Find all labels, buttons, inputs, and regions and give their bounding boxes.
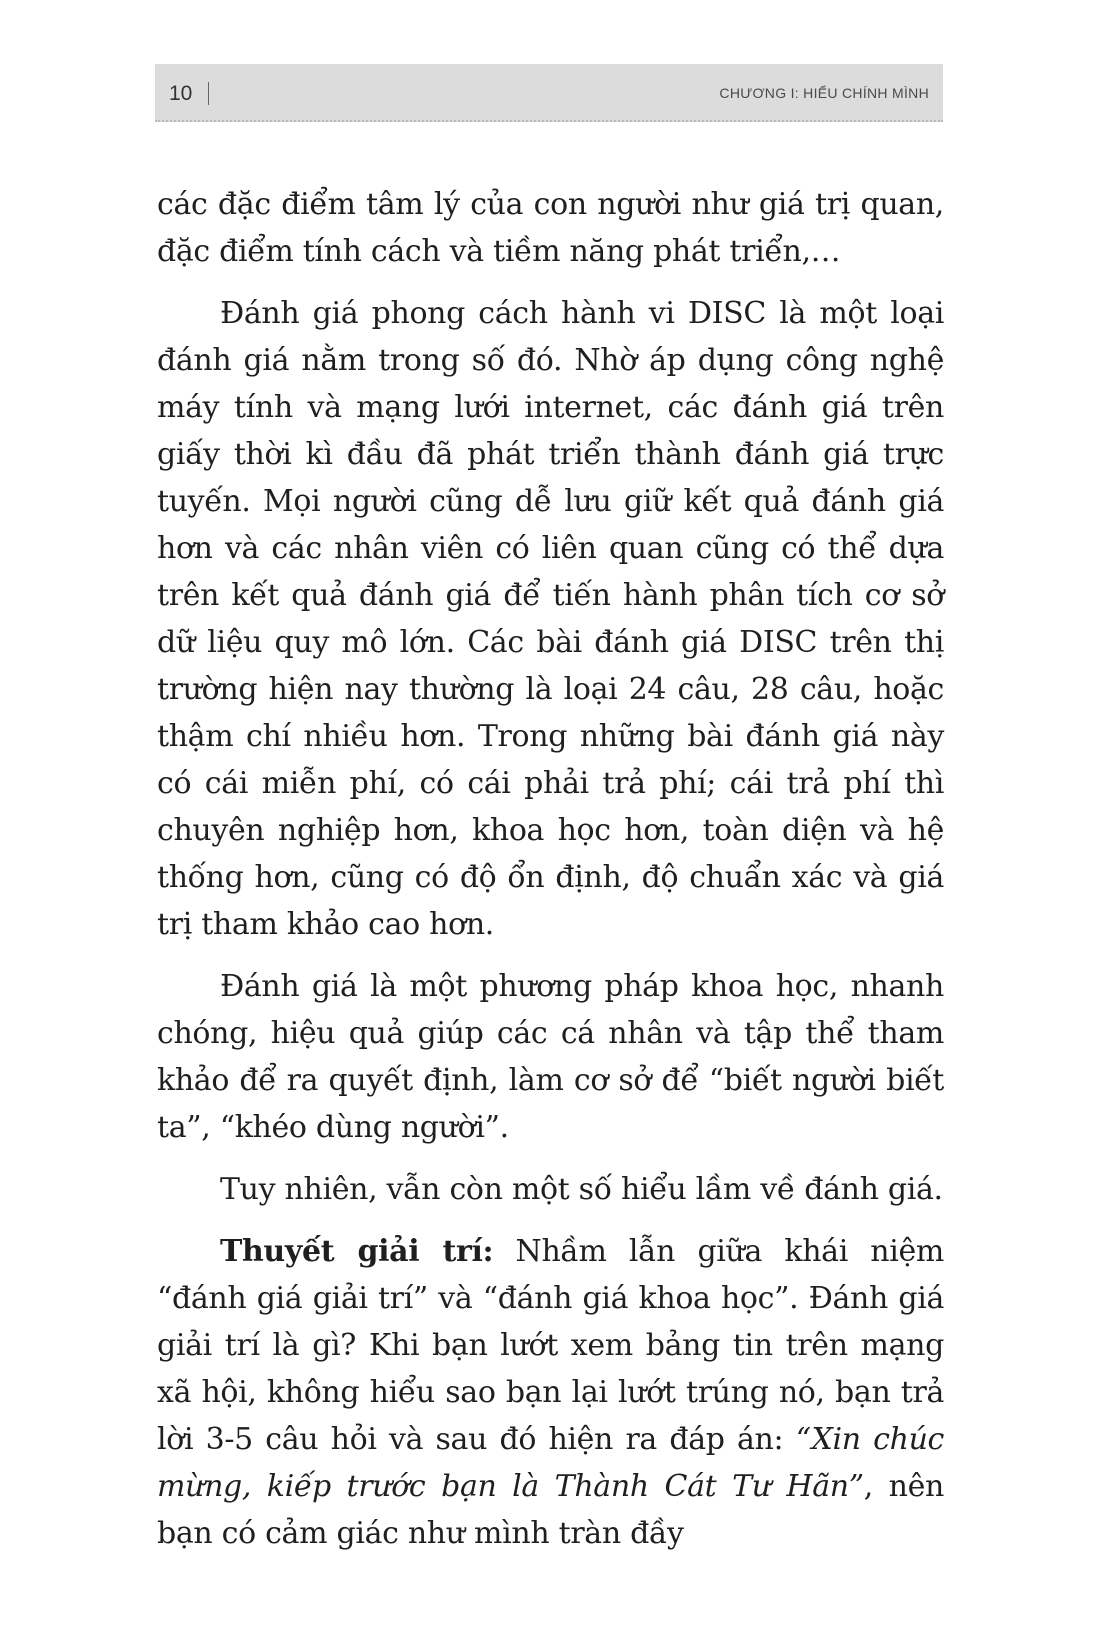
paragraph-5-quote: “Xin chúc mừng, kiếp trước bạn là Thành Cát Tư Hãn” [157, 1422, 945, 1504]
page-body [157, 181, 944, 1557]
paragraph-5-tail: , nên bạn có cảm giác như mình tràn đầy [157, 1469, 944, 1551]
paragraph-5-lead: Thuyết giải trí: [220, 1234, 494, 1269]
paragraph-5 [157, 1228, 944, 1557]
running-header [155, 64, 943, 122]
page-number: 10 [169, 82, 193, 105]
paragraph-4: Tuy nhiên, vẫn còn một số hiểu lầm về đánh giá. [220, 1172, 943, 1207]
paragraph-2: Đánh giá phong cách hành vi DISC là một loại đánh giá nằm trong số đó. Nhờ áp dụng công nghệ máy tính và mạng lưới internet, các đánh giá trên giấy thời kì đầu đã phát triển thành đánh giá trực tuyến. Mọi người cũng dễ lưu giữ kết quả đánh giá hơn và các nhân viên có liên quan cũng có thể dựa trên kết quả đánh giá để tiến hành phân tích cơ sở dữ liệu quy mô lớn. Các bài đánh giá DISC trên thị trường hiện nay thường là loại 24 câu, 28 câu, hoặc thậm chí nhiều hơn. Trong những bài đánh giá này có cái miễn phí, có cái phải trả phí; cái trả phí thì chuyên nghiệp hơn, khoa học hơn, toàn diện và hệ thống hơn, cũng có độ ổn định, độ chuẩn xác và giá trị tham khảo cao hơn. [157, 296, 944, 942]
chapter-title: CHƯƠNG I: HIỂU CHÍNH MÌNH [719, 85, 929, 101]
paragraph-5-text: Nhầm lẫn giữa khái niệm “đánh giá giải trí” và “đánh giá khoa học”. Đánh giá giải trí là gì? Khi bạn lướt xem bảng tin trên mạng xã hội, không hiểu sao bạn lại lướt trúng nó, bạn trả lời 3-5 câu hỏi và sau đó hiện ra đáp án: [157, 1234, 944, 1457]
paragraph-1: các đặc điểm tâm lý của con người như giá trị quan, đặc điểm tính cách và tiềm năng phát triển,… [157, 187, 944, 269]
header-divider [208, 82, 209, 105]
paragraph-3: Đánh giá là một phương pháp khoa học, nhanh chóng, hiệu quả giúp các cá nhân và tập thể tham khảo để ra quyết định, làm cơ sở để “biết người biết ta”, “khéo dùng người”. [157, 969, 944, 1145]
